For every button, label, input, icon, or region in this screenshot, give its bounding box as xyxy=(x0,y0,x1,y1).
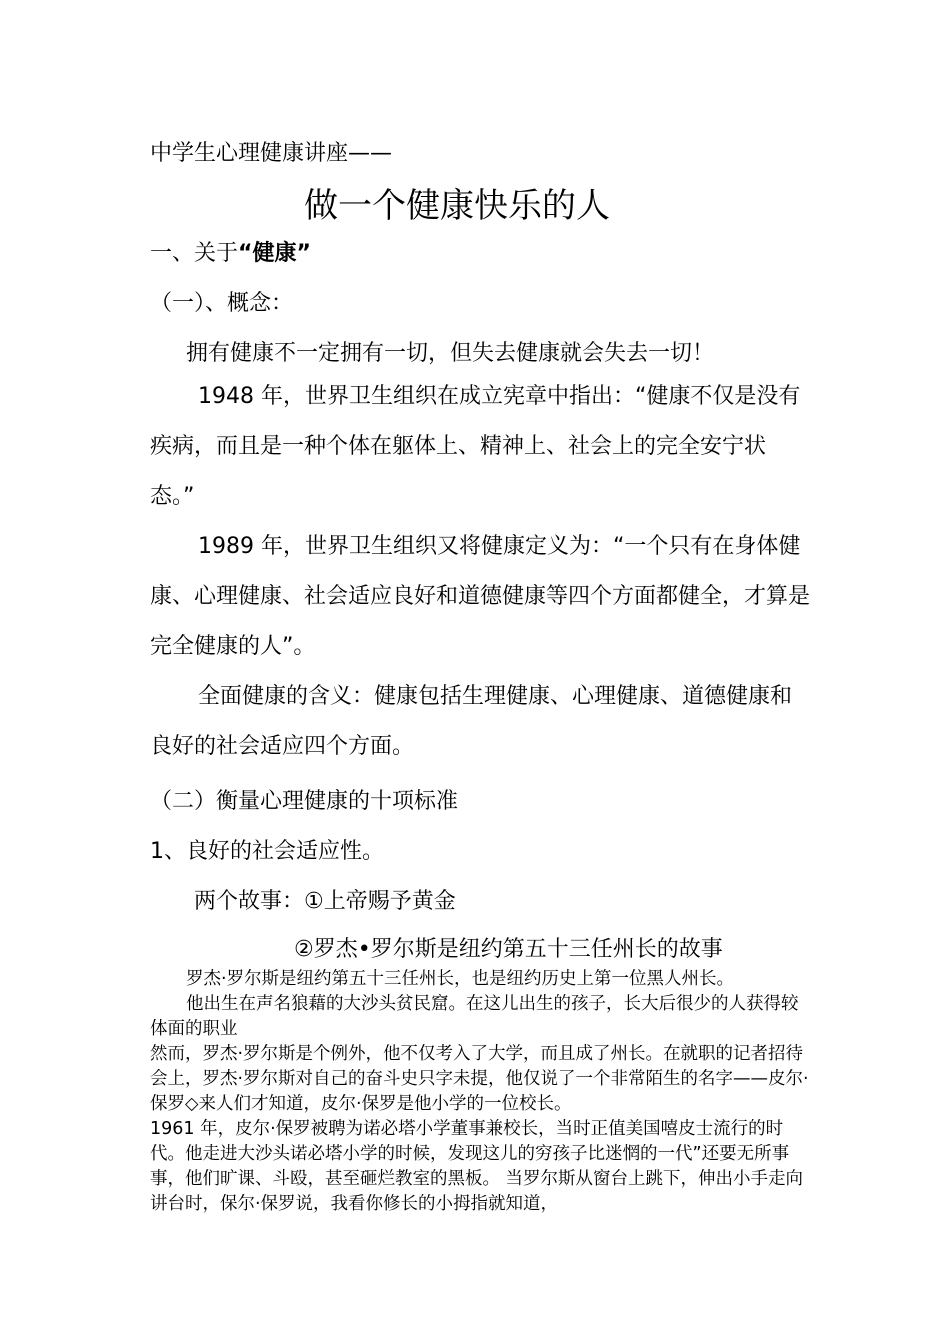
paragraph-full-health-meaning: 全面健康的含义：健康包括生理健康、心理健康、道德健康和良好的社会适应四个方面。 xyxy=(150,684,793,759)
section-heading-1 xyxy=(150,236,311,267)
section-heading-1-keyword: “健康” xyxy=(238,241,311,266)
story-paragraph: 然而，罗杰·罗尔斯是个例外，他不仅考入了大学，而且成了州长。在就职的记者招待会上，罗杰·罗尔斯对自己的奋斗史只字未提，他仅说了一个非常陌生的名字——皮尔·保罗◇来人们才知道，皮尔·保罗是他小学的一位校长。 xyxy=(150,1044,809,1114)
paragraph-1948-definition: 1948 年，世界卫生组织在成立宪章中指出：“健康不仅是没有疾病，而且是一种个体在躯体上、精神上、社会上的完全安宁状态。” xyxy=(150,384,801,509)
stories-intro: 两个故事：①上帝赐予黄金 xyxy=(194,889,456,914)
slogan-text: 拥有健康不一定拥有一切，但失去健康就会失去一切！ xyxy=(186,341,715,366)
story-2-title: ②罗杰•罗尔斯是纽约第五十三任州长的故事 xyxy=(294,937,723,962)
story-body xyxy=(150,967,810,1217)
standard-item-1: 1、良好的社会适应性。 xyxy=(150,839,384,864)
definitions-block xyxy=(150,372,810,772)
story-paragraph: 1961 年，皮尔·保罗被聘为诺必塔小学董事兼校长，当时正值美国嘻皮士流行的时代。他走进大沙头诺必塔小学的时候，发现这儿的穷孩子比迷惘的一代”还要无所事事，他们旷课、斗殴，甚至砸烂教室的黑板。 当罗尔斯从窗台上跳下，伸出小手走向讲台时，保尔·保罗说，我看你修长的小拇指就知道， xyxy=(150,1119,804,1214)
paragraph-1989-definition: 1989 年，世界卫生组织又将健康定义为：“一个只有在身体健康、心理健康、社会适应良好和道德健康等四个方面都健全，才算是完全健康的人”。 xyxy=(150,534,811,659)
subsection-heading-concept: （一）、概念： xyxy=(150,291,294,316)
lecture-subtitle: 中学生心理健康讲座—— xyxy=(150,141,393,166)
story-paragraph: 他出生在声名狼藉的大沙头贫民窟。在这儿出生的孩子，长大后很少的人获得较体面的职业 xyxy=(150,994,799,1039)
section-heading-1-prefix: 一、关于 xyxy=(150,241,239,266)
story-paragraph: 罗杰·罗尔斯是纽约第五十三任州长，也是纽约历史上第一位黑人州长。 xyxy=(186,969,735,989)
page-title: 做一个健康快乐的人 xyxy=(304,186,610,226)
subsection-heading-standards: （二）衡量心理健康的十项标准 xyxy=(150,789,459,814)
